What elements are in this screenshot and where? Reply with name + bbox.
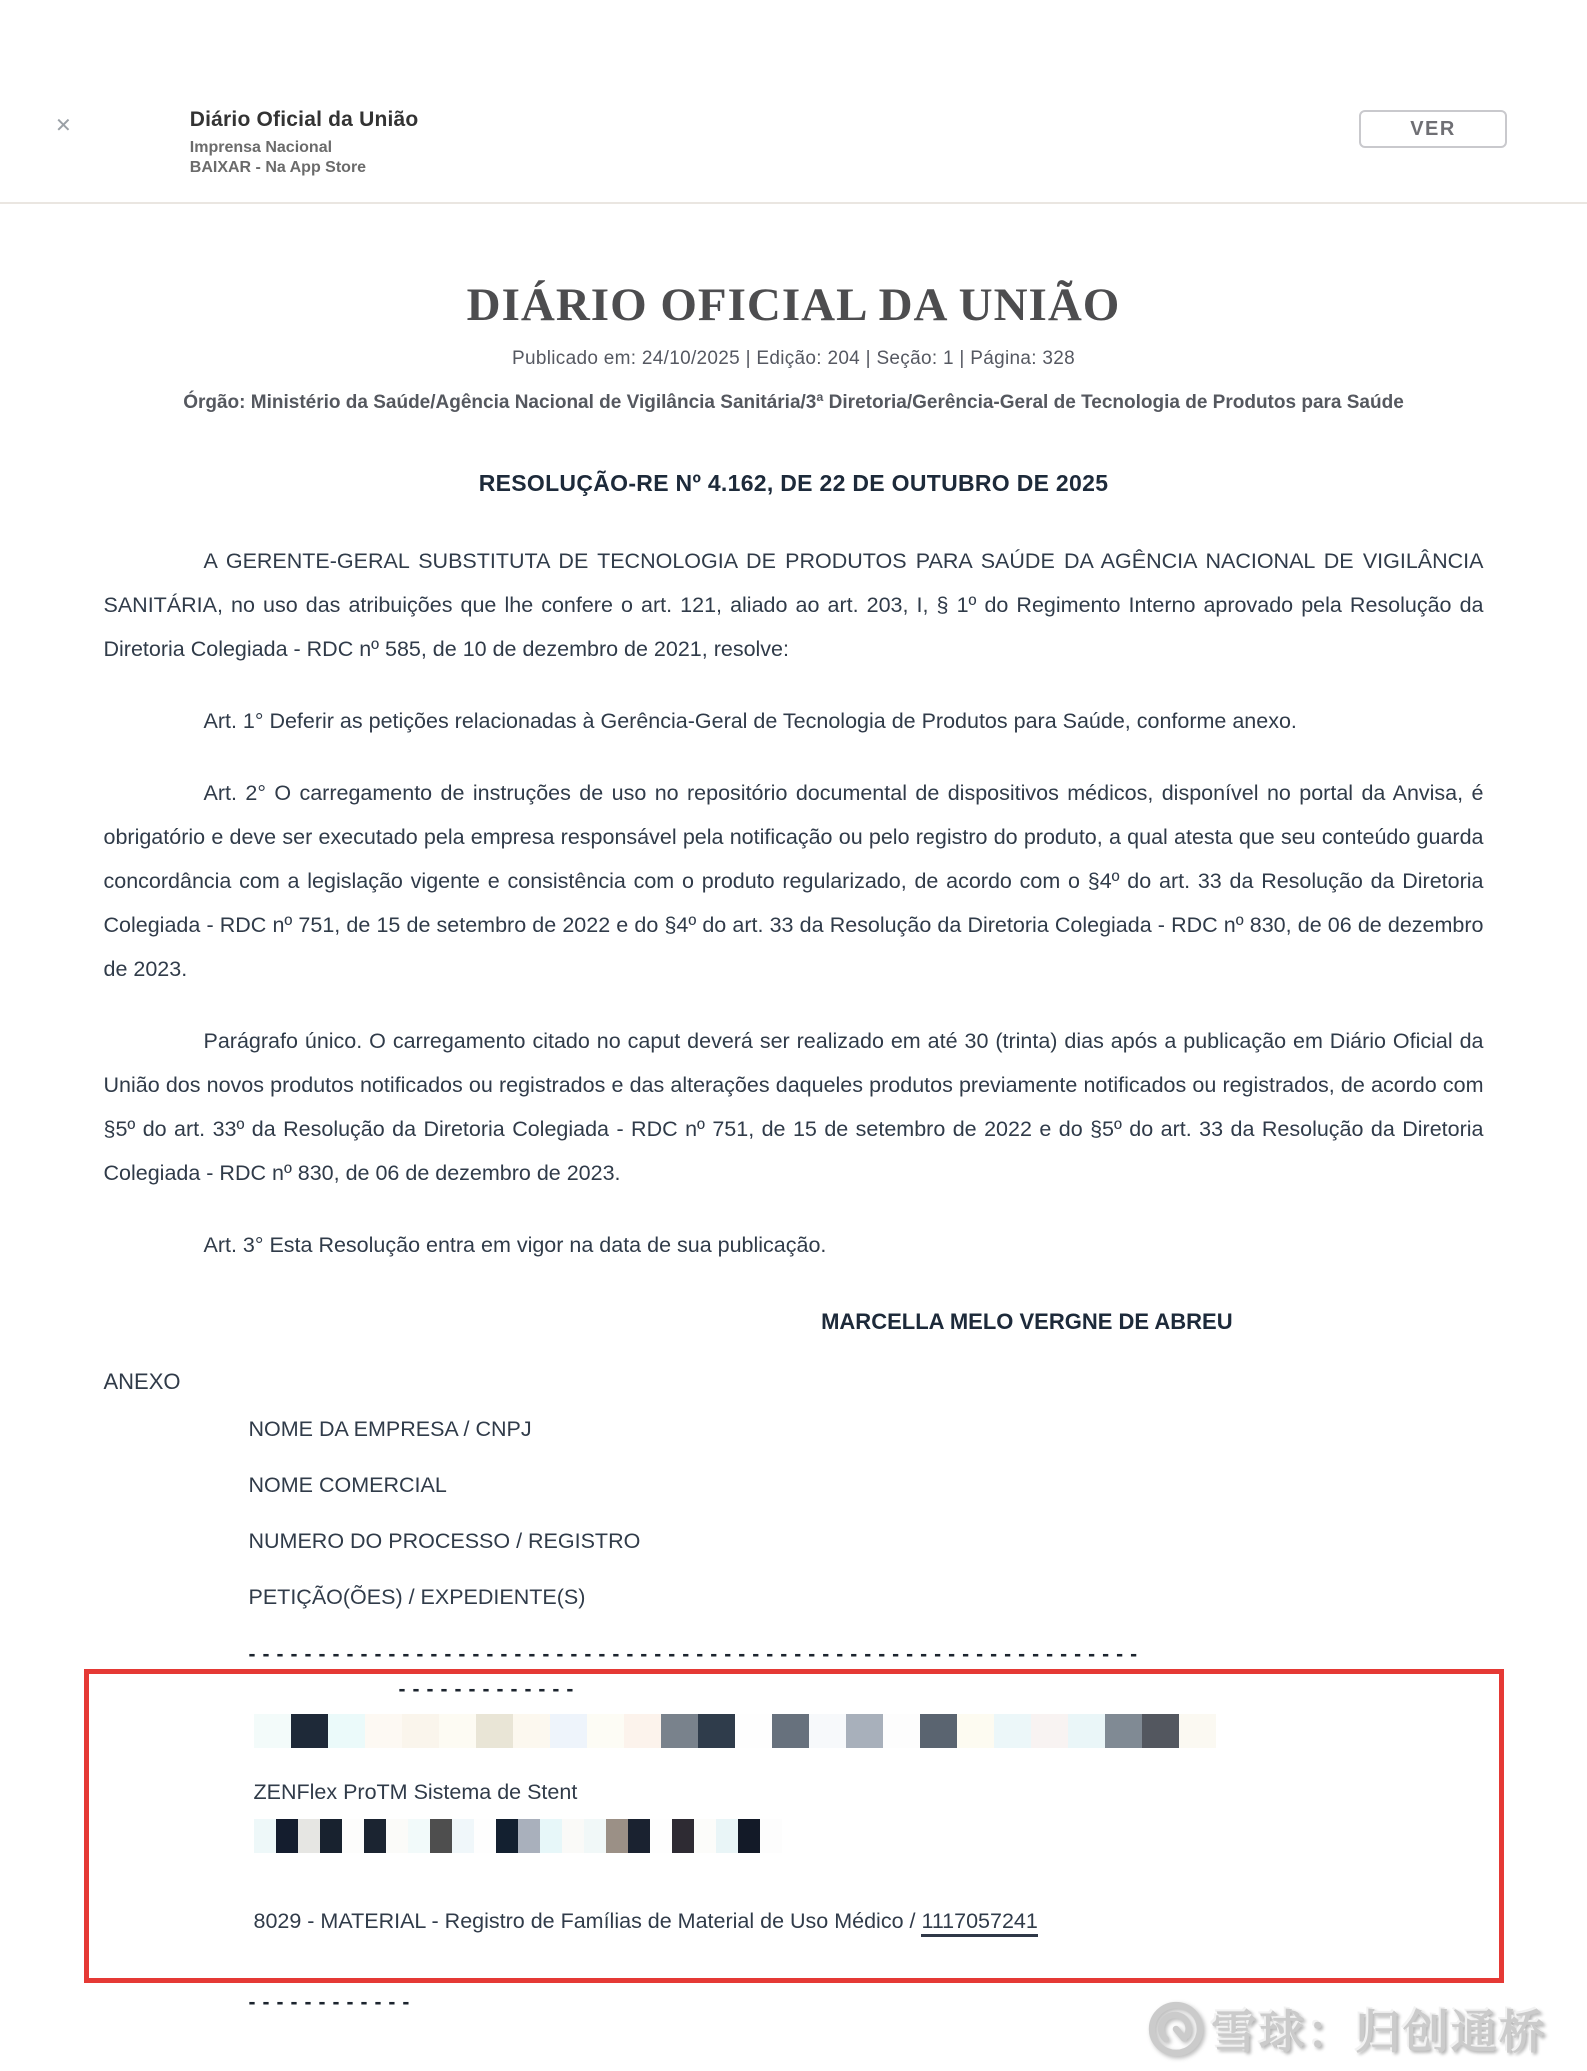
red-highlight-box — [84, 1669, 1504, 1983]
annex-field-nome-comercial: NOME COMERCIAL — [248, 1473, 447, 1497]
paragraph-preamble: A GERENTE-GERAL SUBSTITUTA DE TECNOLOGIA DE PRODUTOS PARA SAÚDE DA AGÊNCIA NACIONAL DE VIGILÂNCIA SANITÁRIA, no uso das atribuições que lhe confere o art. 121, aliado ao art. 203, I, § 1º do Regimento Interno aprovado pela Resolução da Diretoria Colegiada - RDC nº 585, de 10 de dezembro de 2021, resolve: — [103, 549, 1484, 661]
separator-dashes: ---------------------------------------------------------------- — [248, 1643, 1145, 1666]
annex-label: ANEXO — [103, 1369, 181, 1394]
gazette-title: DIÁRIO OFICIAL DA UNIÃO — [466, 279, 1121, 331]
annex-field-peticao: PETIÇÃO(ÕES) / EXPEDIENTE(S) — [248, 1585, 586, 1609]
redacted-process-row — [254, 1819, 1499, 1853]
paragraph-paragrafo-unico: Parágrafo único. O carregamento citado no caput deverá ser realizado em até 30 (trinta) dias após a publicação em Diário Oficial da União dos novos produtos notificados ou registrados e das alterações daqueles produtos previamente notificados ou registrados, de acordo com §5º do art. 33º da Resolução da Diretoria Colegiada - RDC nº 751, de 15 de setembro de 2022 e do §5º do art. 33 da Resolução da Diretoria Colegiada - RDC nº 830, de 06 de dezembro de 2023. — [103, 1029, 1484, 1185]
petition-text: 8029 - MATERIAL - Registro de Famílias de Material de Uso Médico / — [253, 1909, 922, 1933]
app-title: Diário Oficial da União — [189, 108, 419, 131]
separator-dashes-wrap: ------------- — [398, 1678, 581, 1701]
app-publisher: Imprensa Nacional — [189, 139, 333, 156]
watermark-text: 雪球：归创通桥 — [1211, 2006, 1547, 2058]
annex-field-empresa: NOME DA EMPRESA / CNPJ — [248, 1417, 532, 1441]
app-download-hint: BAIXAR - Na App Store — [189, 159, 367, 176]
signature-name: MARCELLA MELO VERGNE DE ABREU — [821, 1309, 1233, 1334]
close-icon[interactable]: ✕ — [55, 115, 72, 137]
gazette-document — [104, 278, 1484, 2013]
petition-line — [254, 1909, 1499, 1934]
paragraph-art1: Art. 1° Deferir as petições relacionadas à Gerência-Geral de Tecnologia de Produtos para Saúde, conforme anexo. — [203, 709, 1297, 733]
app-banner — [0, 0, 1587, 178]
paragraph-art2: Art. 2° O carregamento de instruções de uso no repositório documental de dispositivos médicos, disponível no portal da Anvisa, é obrigatório e deve ser executado pela empresa responsável pela notificação ou pelo registro do produto, a qual atesta que seu conteúdo guarda concordância com a legislação vigente e consistência com o produto regularizado, de acordo com o §4º do art. 33 da Resolução da Diretoria Colegiada - RDC nº 751, de 15 de setembro de 2022 e do §4º do art. 33 da Resolução da Diretoria Colegiada - RDC nº 830, de 06 de dezembro de 2023. — [103, 781, 1484, 981]
banner-divider — [0, 202, 1587, 204]
paragraph-art3: Art. 3° Esta Resolução entra em vigor na data de sua publicação. — [203, 1233, 827, 1257]
separator-dashes-bottom: ------------ — [248, 1991, 417, 2014]
petition-number-link[interactable]: 1117057241 — [921, 1909, 1037, 1937]
redacted-company-row — [254, 1714, 1499, 1748]
publication-meta: Publicado em: 24/10/2025 | Edição: 204 | Seção: 1 | Página: 328 — [512, 348, 1075, 369]
product-name: ZENFlex ProTM Sistema de Stent — [253, 1780, 578, 1804]
resolution-heading: RESOLUÇÃO-RE Nº 4.162, DE 22 DE OUTUBRO DE 2025 — [478, 470, 1109, 496]
annex-field-processo: NUMERO DO PROCESSO / REGISTRO — [248, 1529, 641, 1553]
app-info — [190, 108, 419, 178]
ver-button[interactable]: VER — [1359, 110, 1507, 148]
organ-line: Órgão: Ministério da Saúde/Agência Nacional de Vigilância Sanitária/3ª Diretoria/Gerência-Geral de Tecnologia de Produtos para Saúde — [183, 392, 1404, 413]
